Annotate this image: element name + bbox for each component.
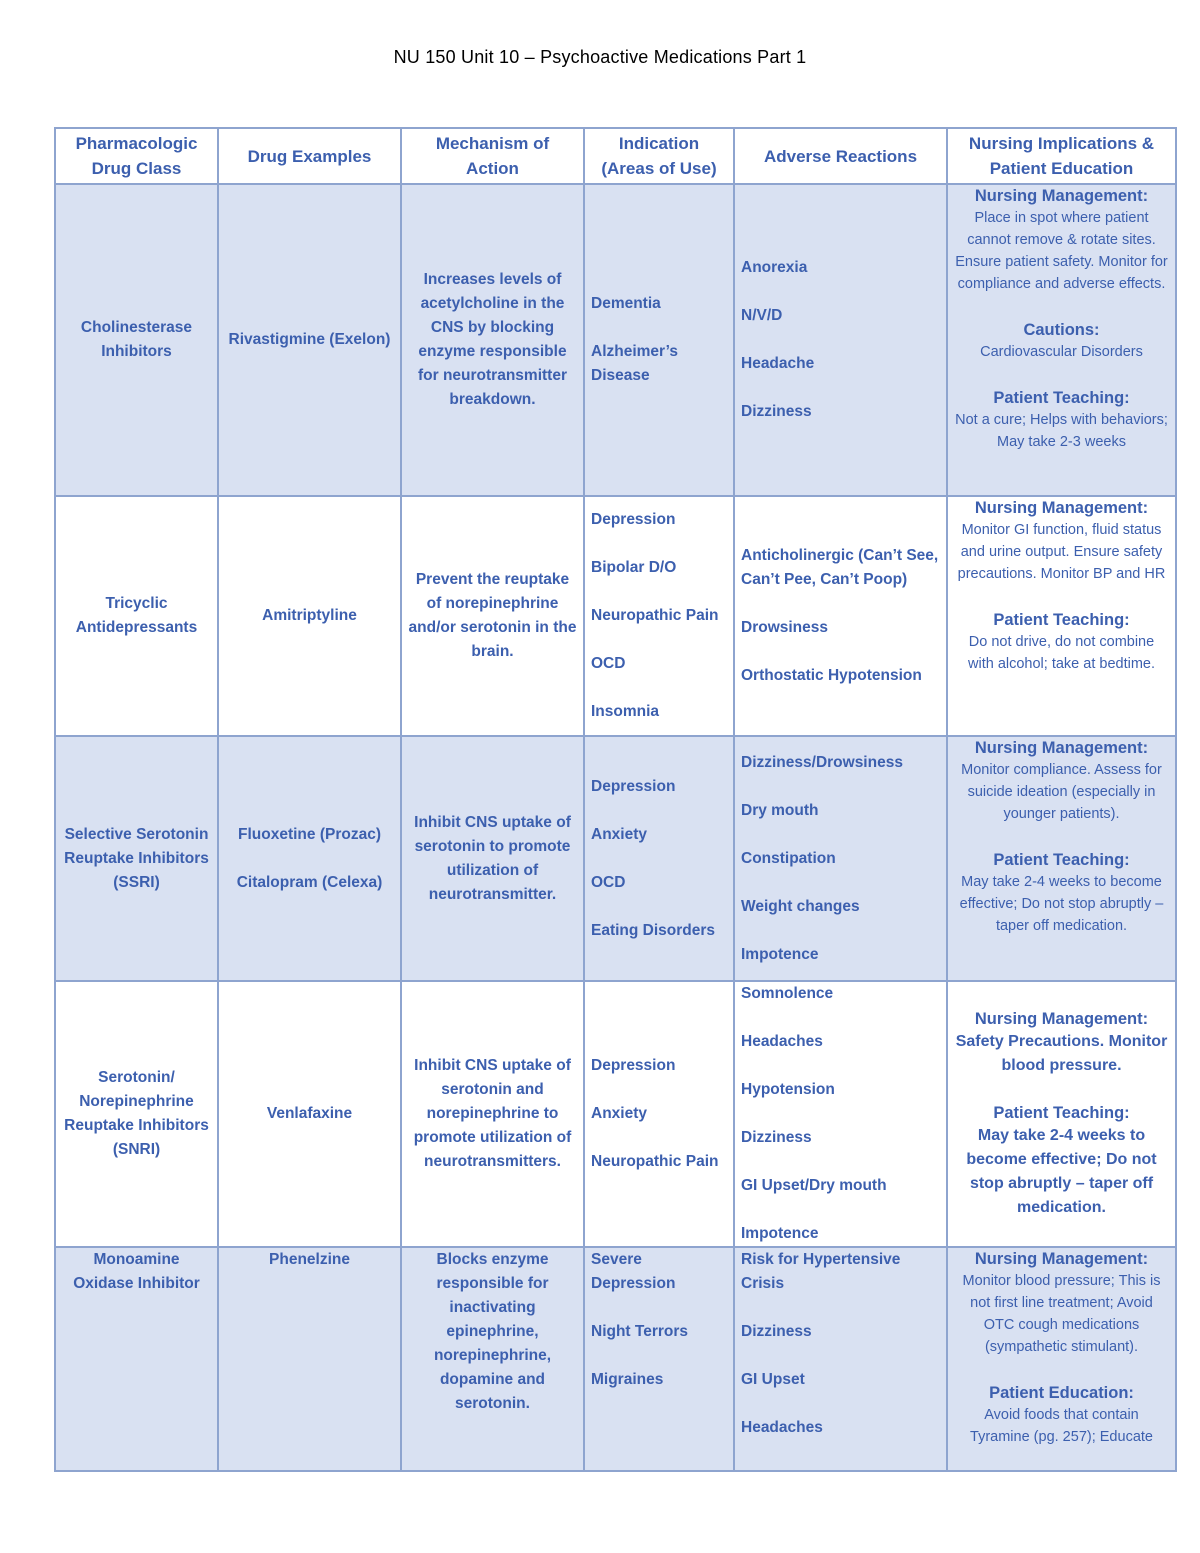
nursing-cell [947,496,1176,736]
table-row [55,1247,1176,1471]
indication-item: OCD [591,873,626,891]
nursing-heading: Patient Education: [989,1384,1134,1402]
drug-examples-cell [218,1247,401,1471]
nursing-heading: Patient Teaching: [993,851,1130,869]
nursing-cell [947,981,1176,1247]
drug-class-cell: Serotonin/ Norepinephrine Reuptake Inhibitors (SNRI) [55,981,218,1247]
nursing-text: Avoid foods that contain Tyramine (pg. 257); Educate [970,1407,1153,1445]
table-row [55,736,1176,981]
table-header-row [55,128,1176,184]
indication-item: Migraines [591,1371,664,1388]
adverse-reaction-item: Orthostatic Hypotension [741,667,922,684]
adverse-reaction-item: Drowsiness [741,619,829,636]
nursing-heading: Patient Teaching: [993,1104,1130,1122]
drug-examples-cell [218,184,401,496]
adverse-reaction-item: Anorexia [741,259,808,276]
header-nursing-implications: Nursing Implications & Patient Education [947,128,1176,184]
adverse-reaction-item: GI Upset [741,1371,805,1388]
adverse-reaction-item: Weight changes [741,897,860,915]
drug-class-cell: Tricyclic Antidepressants [55,496,218,736]
adverse-reaction-item: Impotence [741,1225,819,1242]
nursing-cell [947,184,1176,496]
nursing-text: Do not drive, do not combine with alcohol; take at bedtime. [968,634,1155,672]
nursing-heading: Patient Teaching: [993,611,1130,629]
drug-examples-cell [218,736,401,981]
adverse-reaction-item: N/V/D [741,307,783,324]
drug-examples-cell [218,981,401,1247]
indication-item: Alzheimer’s Disease [591,343,679,384]
adverse-reactions-cell [734,184,947,496]
indication-item: Neuropathic Pain [591,1153,719,1170]
adverse-reactions-cell [734,981,947,1247]
nursing-cell [947,736,1176,981]
indication-item: Insomnia [591,703,660,720]
indication-cell [584,981,734,1247]
mechanism-cell: Increases levels of acetylcholine in the CNS by blocking enzyme responsible for neurotransmitter breakdown. [401,184,584,496]
header-mechanism: Mechanism of Action [401,128,584,184]
drug-example: Amitriptyline [262,607,357,624]
nursing-text: Not a cure; Helps with behaviors; May take 2-3 weeks [955,412,1168,450]
drug-example: Citalopram (Celexa) [236,873,383,891]
drug-class-cell: Selective Serotonin Reuptake Inhibitors (SSRI) [55,736,218,981]
nursing-cell [947,1247,1176,1471]
indication-item: Depression [591,511,676,528]
indication-item: OCD [591,655,626,672]
header-drug-class: Pharmacologic Drug Class [55,128,218,184]
indication-item: Severe Depression [591,1251,676,1292]
mechanism-cell: Blocks enzyme responsible for inactivating epinephrine, norepinephrine, dopamine and serotonin. [401,1247,584,1471]
indication-cell [584,184,734,496]
indication-item: Night Terrors [591,1323,689,1340]
nursing-heading: Nursing Management: [974,739,1149,757]
adverse-reaction-item: Dizziness [741,1129,812,1146]
document-title: NU 150 Unit 10 – Psychoactive Medications Part 1 [393,47,807,67]
indication-item: Neuropathic Pain [591,607,719,624]
drug-example: Fluoxetine (Prozac) [238,825,381,843]
indication-item: Bipolar D/O [591,559,677,576]
indication-item: Depression [591,1057,676,1074]
adverse-reaction-item: Dry mouth [741,801,819,819]
nursing-text: Monitor GI function, fluid status and urine output. Ensure safety precautions. Monitor BP and HR [957,522,1166,582]
mechanism-cell: Inhibit CNS uptake of serotonin to promote utilization of neurotransmitter. [401,736,584,981]
nursing-heading: Patient Teaching: [993,389,1130,407]
nursing-text: Monitor compliance. Assess for suicide ideation (especially in younger patients). [961,762,1162,822]
mechanism-cell: Inhibit CNS uptake of serotonin and norepinephrine to promote utilization of neurotransmitters. [401,981,584,1247]
drug-class-cell: Monoamine Oxidase Inhibitor [55,1247,218,1471]
adverse-reaction-item: Headaches [741,1419,823,1436]
adverse-reaction-item: Headaches [741,1033,823,1050]
indication-cell [584,736,734,981]
adverse-reaction-item: Impotence [741,945,819,963]
header-drug-examples: Drug Examples [218,128,401,184]
drug-example: Phenelzine [269,1251,350,1268]
nursing-heading: Nursing Management: [974,499,1149,517]
adverse-reaction-item: Dizziness [741,1323,812,1340]
indication-cell [584,496,734,736]
adverse-reaction-item: Headache [741,355,815,372]
nursing-text: Safety Precautions. Monitor blood pressure. [955,1033,1168,1074]
header-adverse-reactions: Adverse Reactions [734,128,947,184]
adverse-reactions-cell [734,1247,947,1471]
nursing-heading: Nursing Management: [974,1010,1149,1028]
indication-item: Depression [591,777,676,795]
adverse-reaction-item: Somnolence [741,985,834,1002]
adverse-reactions-cell [734,496,947,736]
medications-table [54,127,1177,1472]
indication-item: Dementia [591,295,661,312]
table-row [55,981,1176,1247]
nursing-text: Cardiovascular Disorders [980,344,1143,360]
drug-class-cell: Cholinesterase Inhibitors [55,184,218,496]
adverse-reactions-cell [734,736,947,981]
adverse-reaction-item: Dizziness/Drowsiness [741,753,903,771]
nursing-text: May take 2-4 weeks to become effective; Do not stop abruptly – taper off medication. [959,874,1164,934]
drug-example: Rivastigmine (Exelon) [228,331,391,348]
indication-item: Anxiety [591,825,647,843]
adverse-reaction-item: Risk for Hypertensive Crisis [741,1251,901,1292]
nursing-text: May take 2-4 weeks to become effective; Do not stop abruptly – taper off medication. [966,1127,1157,1216]
drug-examples-cell [218,496,401,736]
indication-item: Anxiety [591,1105,647,1122]
adverse-reaction-item: Anticholinergic (Can’t See, Can’t Pee, Can’t Poop) [741,547,939,588]
nursing-text: Monitor blood pressure; This is not first line treatment; Avoid OTC cough medications (sympathetic stimulant). [962,1273,1161,1355]
table-row [55,184,1176,496]
drug-example: Venlafaxine [266,1105,353,1122]
mechanism-cell: Prevent the reuptake of norepinephrine and/or serotonin in the brain. [401,496,584,736]
nursing-heading: Cautions: [1023,321,1100,339]
header-indication: Indication (Areas of Use) [584,128,734,184]
adverse-reaction-item: Dizziness [741,403,812,420]
nursing-heading: Nursing Management: [974,1250,1149,1268]
indication-item: Eating Disorders [591,921,716,939]
adverse-reaction-item: Hypotension [741,1081,835,1098]
adverse-reaction-item: GI Upset/Dry mouth [741,1177,887,1194]
table-row [55,496,1176,736]
adverse-reaction-item: Constipation [741,849,836,867]
nursing-heading: Nursing Management: [974,187,1149,205]
indication-cell [584,1247,734,1471]
nursing-text: Place in spot where patient cannot remove & rotate sites. Ensure patient safety. Monitor for compliance and adverse effects. [955,210,1168,292]
